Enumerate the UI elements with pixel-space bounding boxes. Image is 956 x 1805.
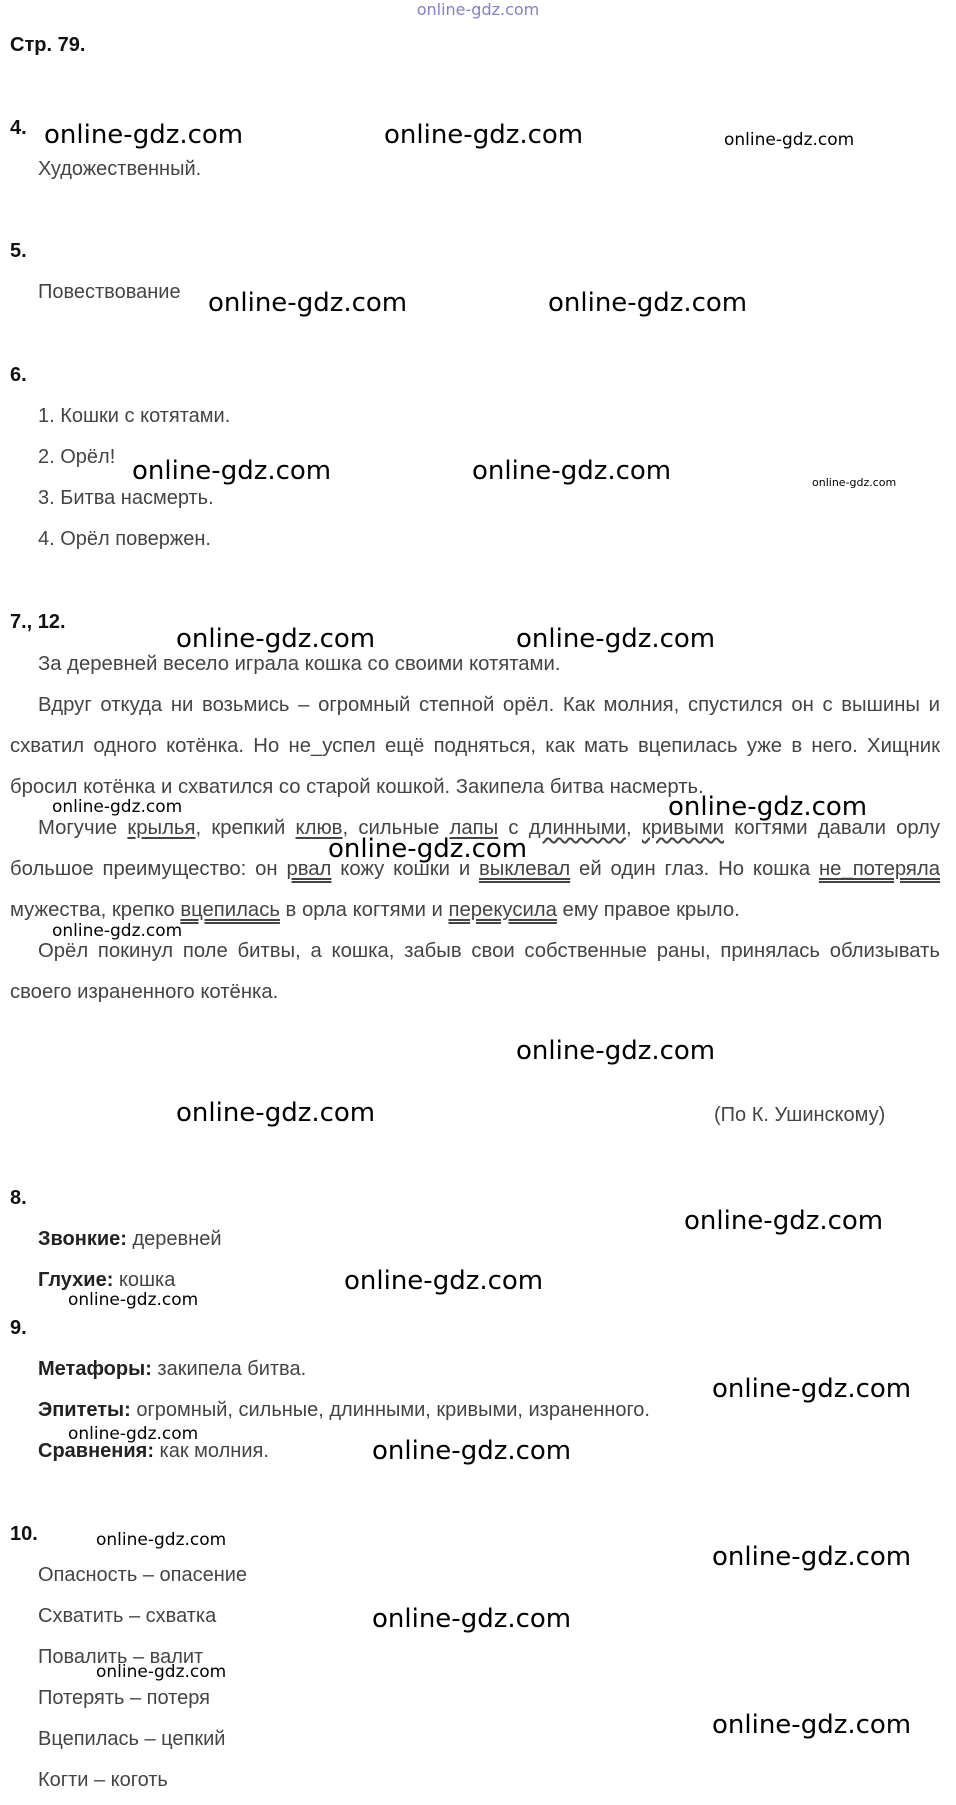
text: когтями давали орлу большое преимущество: он [10,817,940,880]
q5-number: 5. [10,240,27,262]
watermark: online-gdz.com [668,792,868,822]
story-text [10,644,940,1013]
q10-item: Схватить – схватка [38,1605,217,1627]
watermark: online-gdz.com [132,456,332,486]
watermark: online-gdz.com [812,476,897,489]
q10-item: Вцепилась – цепкий [38,1728,226,1750]
similes-value: как молния. [154,1440,269,1462]
voiced-value: деревней [126,1228,222,1250]
q6-item: 2. Орёл! [38,446,116,468]
text: Могучие [38,817,128,839]
watermark: online-gdz.com [712,1710,912,1740]
q10-item: Потерять – потеря [38,1687,210,1709]
top-watermark[interactable]: online-gdz.com [416,0,540,19]
wavy-underlined-word: кривыми [641,817,725,839]
q10-number: 10. [10,1523,38,1545]
text: кожу кошки и [331,858,479,880]
q9-epithets [38,1399,650,1422]
double-underlined-predicate: перекусила [448,899,557,921]
q6-item: 3. Битва насмерть. [38,487,214,509]
q4-answer: Художественный. [38,158,202,180]
double-underlined-predicate: рвал [286,858,332,880]
q8-number: 8. [10,1187,27,1209]
watermark: online-gdz.com [384,120,584,150]
text: в орла когтями и [279,899,449,921]
q9-metaphors [38,1358,306,1381]
q5-answer: Повествование [38,281,181,303]
voiceless-label: Глухие: [38,1269,114,1291]
watermark: online-gdz.com [548,288,748,318]
watermark: online-gdz.com [344,1266,544,1296]
q8-voiced [38,1228,222,1251]
q10-item: Когти – коготь [38,1769,168,1791]
q10-item: Повалить – валит [38,1646,204,1668]
q10-item: Опасность – опасение [38,1564,248,1586]
watermark: online-gdz.com [724,130,855,150]
voiceless-value: кошка [113,1269,176,1291]
text: ей один глаз. Но кошка [570,858,819,880]
voiced-label: Звонкие: [38,1228,127,1250]
watermark: online-gdz.com [516,1036,716,1066]
text: , сильные [342,817,450,839]
underlined-subject: лапы [449,817,499,839]
watermark: online-gdz.com [208,288,408,318]
q7-number: 7., 12. [10,611,66,633]
story-paragraph-3 [10,808,940,931]
watermark: online-gdz.com [372,1604,572,1634]
epithets-label: Эпитеты: [38,1399,131,1421]
q6-item: 1. Кошки с котятами. [38,405,231,427]
watermark: online-gdz.com [52,921,183,941]
text: , крепкий [195,817,296,839]
story-paragraph-1: За деревней весело играла кошка со своими котятами. [38,653,561,675]
q6-item: 4. Орёл повержен. [38,528,211,550]
q9-number: 9. [10,1317,27,1339]
story-paragraph-4: Орёл покинул поле битвы, а кошка, забыв свои собственные раны, принялась облизывать своего израненного котёнка. [10,940,940,1003]
watermark: online-gdz.com [96,1530,227,1550]
q4-number: 4. [10,117,27,139]
underlined-subject: клюв [295,817,343,839]
watermark: online-gdz.com [712,1542,912,1572]
wavy-underlined-word: длинными [528,817,627,839]
double-underlined-predicate: выклевал [478,858,571,880]
double-underlined-predicate: вцепилась [180,899,280,921]
text: , [626,817,642,839]
watermark: online-gdz.com [52,797,183,817]
q6-number: 6. [10,364,27,386]
story-source: (По К. Ушинскому) [714,1104,886,1126]
watermark: online-gdz.com [472,456,672,486]
text: с [498,817,529,839]
watermark: online-gdz.com [68,1424,199,1444]
watermark: online-gdz.com [712,1374,912,1404]
page-label: Стр. 79. [10,34,86,56]
metaphors-label: Метафоры: [38,1358,152,1380]
watermark: online-gdz.com [516,624,716,654]
watermark: online-gdz.com [68,1290,199,1310]
double-underlined-predicate: не_потеряла [818,858,941,880]
watermark: online-gdz.com [684,1206,884,1236]
epithets-value: огромный, сильные, длинными, кривыми, израненного. [130,1399,650,1421]
watermark: online-gdz.com [96,1662,227,1682]
watermark: online-gdz.com [372,1436,572,1466]
watermark: online-gdz.com [328,834,528,864]
underlined-subject: крылья [127,817,196,839]
similes-label: Сравнения: [38,1440,154,1462]
metaphors-value: закипела битва. [151,1358,307,1380]
watermark: online-gdz.com [176,1098,376,1128]
text: ему правое крыло. [556,899,740,921]
text: мужества, крепко [10,899,181,921]
watermark: online-gdz.com [44,120,244,150]
watermark: online-gdz.com [176,624,376,654]
q8-voiceless [38,1269,175,1292]
story-paragraph-2: Вдруг откуда ни возьмись – огромный степной орёл. Как молния, спустился он с вышины и схватил одного котёнка. Но не_успел ещё подняться, как мать вцепилась уже в него. Хищник бросил котёнка и схватился со старой кошкой. Закипела битва насмерть. [10,694,940,798]
